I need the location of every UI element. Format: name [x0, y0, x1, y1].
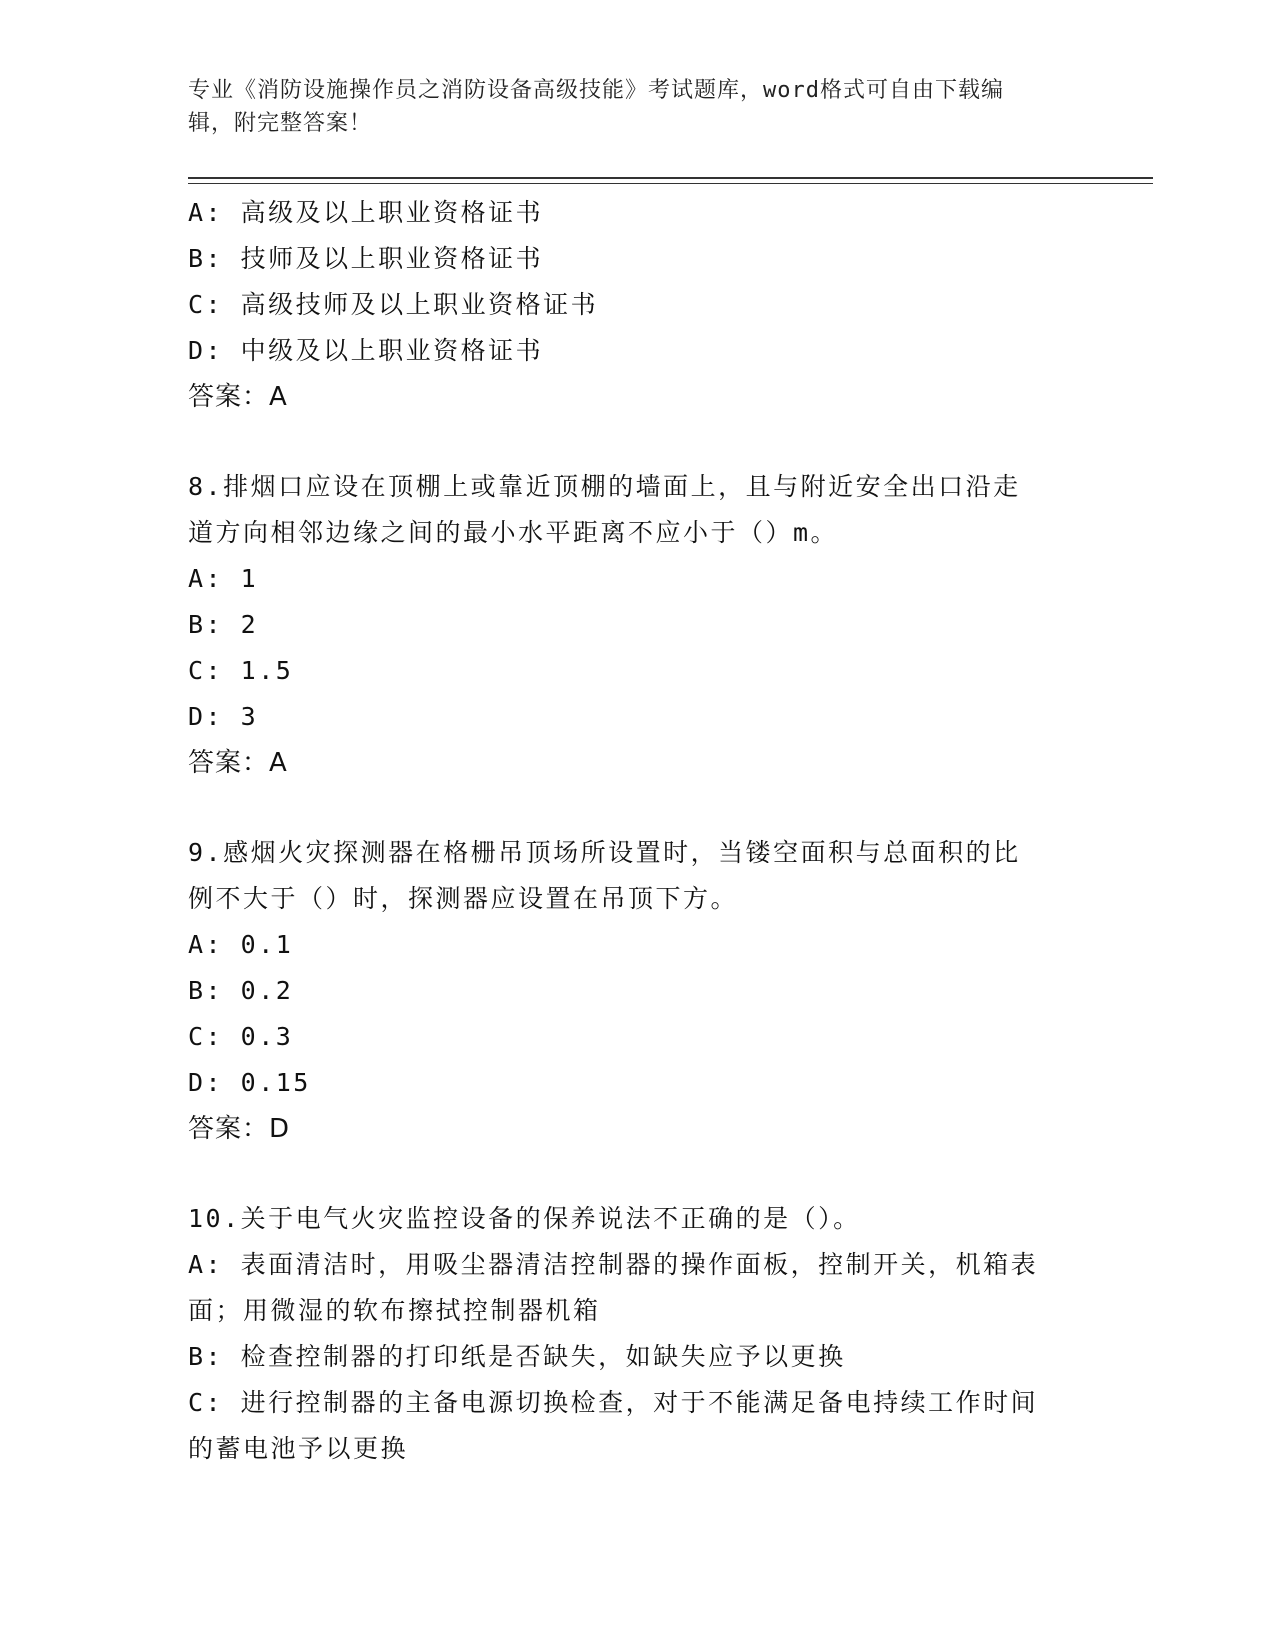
- option-b: B: 检查控制器的打印纸是否缺失，如缺失应予以更换: [188, 1342, 846, 1371]
- question-stem-line: 8.排烟口应设在顶棚上或靠近顶棚的墙面上，且与附近安全出口沿走: [188, 472, 1021, 501]
- option-c: C: 进行控制器的主备电源切换检查，对于不能满足备电持续工作时间: [188, 1388, 1039, 1417]
- option-d: D: 0.15: [188, 1068, 311, 1097]
- header-divider: [188, 177, 1153, 184]
- question-9: [188, 830, 1088, 1152]
- option-a: A: 1: [188, 564, 259, 593]
- header-line-1: 专业《消防设施操作员之消防设备高级技能》考试题库，word格式可自由下载编: [188, 78, 1004, 103]
- option-a: A: 高级及以上职业资格证书: [188, 198, 544, 227]
- question-list: [188, 190, 1088, 1472]
- answer-label: 答案：D: [188, 1114, 291, 1144]
- option-c: C: 高级技师及以上职业资格证书: [188, 290, 599, 319]
- question-7-options: [188, 190, 1088, 420]
- header-line-2: 辑，附完整答案！: [188, 111, 373, 136]
- spacer: [188, 786, 1088, 830]
- option-c-continued: 的蓄电池予以更换: [188, 1434, 409, 1463]
- option-d: D: 3: [188, 702, 259, 731]
- option-a: A: 表面清洁时，用吸尘器清洁控制器的操作面板，控制开关，机箱表: [188, 1250, 1039, 1279]
- spacer: [188, 420, 1088, 464]
- option-a-continued: 面；用微湿的软布擦拭控制器机箱: [188, 1296, 601, 1325]
- answer-label: 答案：A: [188, 748, 288, 778]
- option-c: C: 0.3: [188, 1022, 294, 1051]
- question-8: [188, 464, 1088, 786]
- document-header: [188, 74, 1088, 140]
- option-b: B: 技师及以上职业资格证书: [188, 244, 544, 273]
- option-b: B: 0.2: [188, 976, 294, 1005]
- option-d: D: 中级及以上职业资格证书: [188, 336, 544, 365]
- question-stem-line: 10.关于电气火灾监控设备的保养说法不正确的是（）。: [188, 1204, 861, 1233]
- question-stem-line: 道方向相邻边缘之间的最小水平距离不应小于（）m。: [188, 518, 839, 547]
- question-stem-line: 9.感烟火灾探测器在格栅吊顶场所设置时，当镂空面积与总面积的比: [188, 838, 1021, 867]
- option-a: A: 0.1: [188, 930, 294, 959]
- answer-label: 答案：A: [188, 382, 288, 412]
- question-stem-line: 例不大于（）时，探测器应设置在吊顶下方。: [188, 884, 739, 913]
- option-b: B: 2: [188, 610, 259, 639]
- option-c: C: 1.5: [188, 656, 294, 685]
- question-10: [188, 1196, 1088, 1472]
- spacer: [188, 1152, 1088, 1196]
